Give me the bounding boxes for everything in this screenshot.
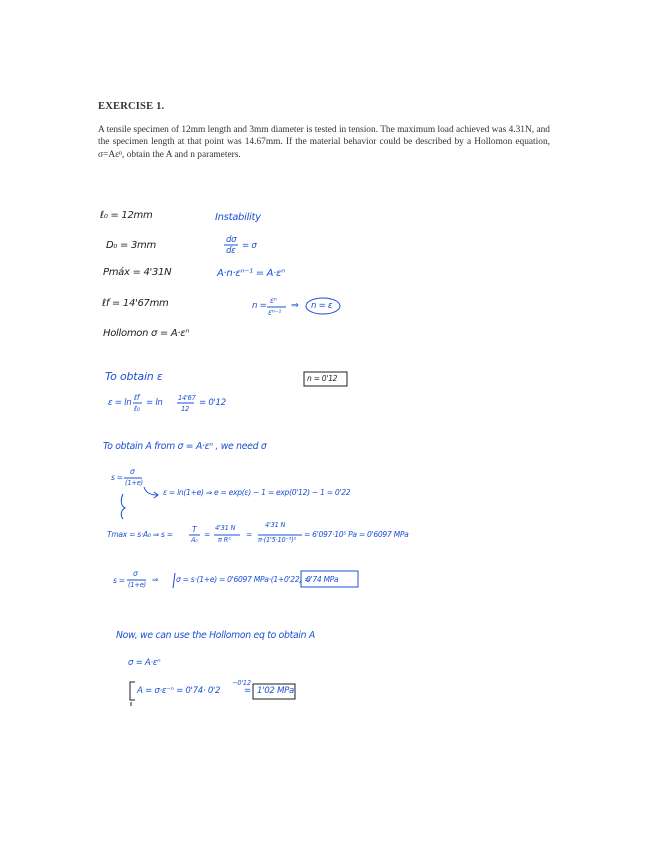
tmax-frac2-num: 4'31 N (265, 521, 286, 529)
true-stress-result: 0'74 MPa (306, 575, 339, 584)
tmax-result: = 6'097·10⁵ Pa = 0'6097 MPa (304, 530, 409, 539)
instability-deps: dε (226, 246, 236, 256)
given-final-length: ℓf = 14'67mm (102, 298, 169, 309)
sigma-arrow: ⇒ (152, 575, 159, 584)
a-equals: = (244, 686, 251, 696)
instability-heading: Instability (215, 212, 261, 223)
n-equals-eps-result: n = ε (311, 301, 333, 311)
implies-arrow: ⇒ (291, 300, 299, 311)
a-expression: A = σ·ε⁻ⁿ = 0'74· 0'2 (137, 686, 221, 696)
sigma-s-lhs: s = (113, 576, 125, 585)
strain-result: = 0'12 (199, 398, 226, 408)
n-fraction-num: εⁿ (270, 296, 277, 305)
instability-condition-rhs: = σ (242, 241, 257, 251)
problem-statement: A tensile specimen of 12mm length and 3mm diameter is tested in tension. The maximum load achieved was 4.31N, and the specimen length at that point was 14.67mm. If the material behavior could be described by a Hollomon equation, σ=Aεⁿ, obtain the A and n parameters. (98, 125, 550, 160)
strain-frac-den: ℓ₀ (134, 404, 140, 413)
true-stress-eq: σ = s·(1+e) = 0'6097 MPa·(1+0'22) = (176, 575, 311, 584)
given-initial-diameter: D₀ = 3mm (106, 240, 156, 251)
strain-eq-lhs: ε = ln (108, 398, 132, 408)
strain-frac-num: ℓf (134, 393, 140, 402)
instability-dsigma: dσ (226, 235, 237, 245)
instability-derivative-eq: A·n·εⁿ⁻¹ = A·εⁿ (217, 268, 285, 279)
strain-frac2-den: 12 (181, 405, 189, 413)
sigma-s-num: σ (133, 569, 138, 578)
eng-stress-den: (1+e) (125, 479, 143, 487)
final-heading: Now, we can use the Hollomon eq to obtain A (116, 630, 315, 641)
strain-relation: ε = ln(1+e) ⇒ e = exp(ε) − 1 = exp(0'12) − 1 = 0'22 (163, 488, 351, 497)
n-equals-label: n = (252, 301, 267, 311)
strain-eq-mid: = ln (146, 398, 163, 408)
given-initial-length: ℓ₀ = 12mm (100, 210, 153, 221)
tmax-num: T (192, 525, 197, 534)
n-value-result: n = 0'12 (307, 374, 338, 383)
tmax-eq-sign: = (204, 530, 211, 539)
strain-heading: To obtain ε (105, 370, 163, 383)
given-max-load: Pmáx = 4'31N (103, 267, 172, 278)
tmax-den: A₀ (191, 536, 198, 544)
n-fraction-den: εⁿ⁻¹ (268, 308, 281, 317)
sigma-s-den: (1+e) (128, 581, 146, 589)
given-hollomon: Hollomon σ = A·εⁿ (103, 328, 190, 339)
tmax-eq-sign-2: = (246, 530, 253, 539)
stress-heading: To obtain A from σ = A·εⁿ , we need σ (103, 441, 267, 452)
eng-stress-lhs: s = (111, 473, 123, 482)
tmax-frac-den: π R² (218, 536, 231, 544)
strain-frac2-num: 14'67 (178, 394, 196, 402)
brace-stroke (121, 494, 125, 519)
eng-stress-num: σ (130, 467, 135, 476)
tmax-frac-num: 4'31 N (215, 524, 236, 532)
exercise-title: EXERCISE 1. (98, 101, 165, 112)
tmax-frac2-den: π·(1'5·10⁻³)² (258, 536, 297, 544)
tmax-lhs: Tmax = s·A₀ ⇒ s = (107, 530, 173, 539)
hollomon-equation: σ = A·εⁿ (128, 658, 161, 668)
a-result: 1'02 MPa (257, 686, 294, 696)
a-exponent: −0'12 (232, 679, 251, 687)
